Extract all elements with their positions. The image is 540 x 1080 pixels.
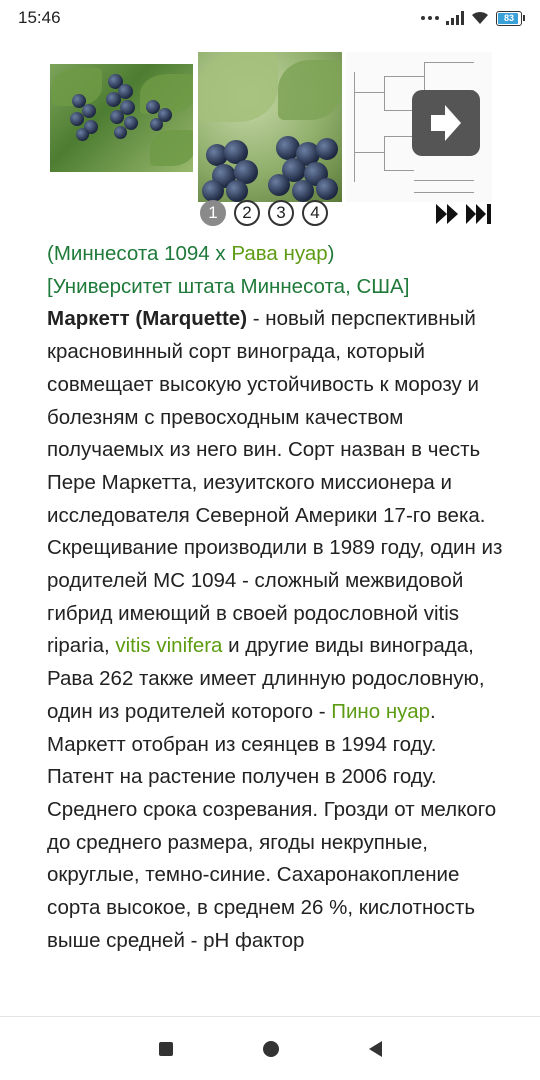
description-paragraph: [47, 303, 507, 957]
wifi-icon: [471, 11, 489, 25]
origin-line: [Университет штата Миннесота, США]: [47, 274, 410, 298]
signal-icon: [446, 11, 464, 25]
rava-noir-link[interactable]: Рава нуар: [231, 242, 328, 265]
gallery-page-4[interactable]: 4: [302, 200, 328, 226]
clock: 15:46: [18, 8, 61, 27]
vitis-vinifera-link[interactable]: vitis vinifera: [115, 634, 223, 658]
gallery-controls: [436, 204, 492, 224]
pinot-noir-link[interactable]: Пино нуар: [331, 699, 430, 723]
recent-apps-icon[interactable]: [159, 1042, 173, 1056]
home-icon[interactable]: [263, 1041, 279, 1057]
gallery-page-3[interactable]: 3: [268, 200, 294, 226]
variety-title: Маркетт (Marquette): [47, 307, 248, 331]
skip-to-end-icon[interactable]: [466, 204, 492, 224]
fast-forward-icon[interactable]: [436, 204, 460, 224]
parentage-suffix: ): [327, 242, 335, 265]
status-bar: [0, 0, 540, 36]
article-body: [47, 238, 507, 957]
gallery-pager: [200, 200, 328, 226]
more-notifications-icon: [421, 16, 439, 20]
grape-cluster-photo[interactable]: [50, 64, 193, 172]
description-text-3: . Маркетт отобран из сеянцев в 1994 году. Патент на растение получен в 2006 году. Среднего срока созревания. Грозди от мелкого до среднего размера, ягоды некрупные, округлые, темно-синие. Сахаронакопление сорта высокое, в среднем 26 %, кислотность выше средней - pH фактор: [47, 699, 497, 952]
battery-percent: 83: [503, 13, 514, 23]
next-image-button[interactable]: [412, 90, 480, 156]
description-text-1: - новый перспективный красновинный сорт винограда, который совмещает высокую устойчивость к морозу и болезням с превосходным качеством получаемых из него вин. Сорт назван в честь Пере Маркетта, иезуитского миссионера и исследователя Северной Америки 17-го века. Скрещивание производили в 1989 году, один из родителей МС 1094 - сложный межвидовой гибрид имеющий в своей родословной vitis riparia,: [47, 307, 503, 658]
grape-closeup-photo[interactable]: [198, 52, 342, 202]
parentage-prefix: (Миннесота 1094 х: [47, 242, 232, 265]
system-navbar: [0, 1017, 540, 1080]
gallery-page-1[interactable]: 1: [200, 200, 226, 226]
gallery-page-2[interactable]: 2: [234, 200, 260, 226]
description-text-2: и другие виды винограда, Рава 262 также имеет длинную родословную, один из родителей которого -: [47, 634, 485, 723]
parentage-line: [47, 238, 507, 271]
arrow-right-icon: [429, 103, 463, 143]
back-icon[interactable]: [369, 1041, 382, 1057]
status-icons: [421, 11, 522, 26]
battery-icon: [496, 11, 522, 26]
image-gallery: [0, 46, 540, 236]
